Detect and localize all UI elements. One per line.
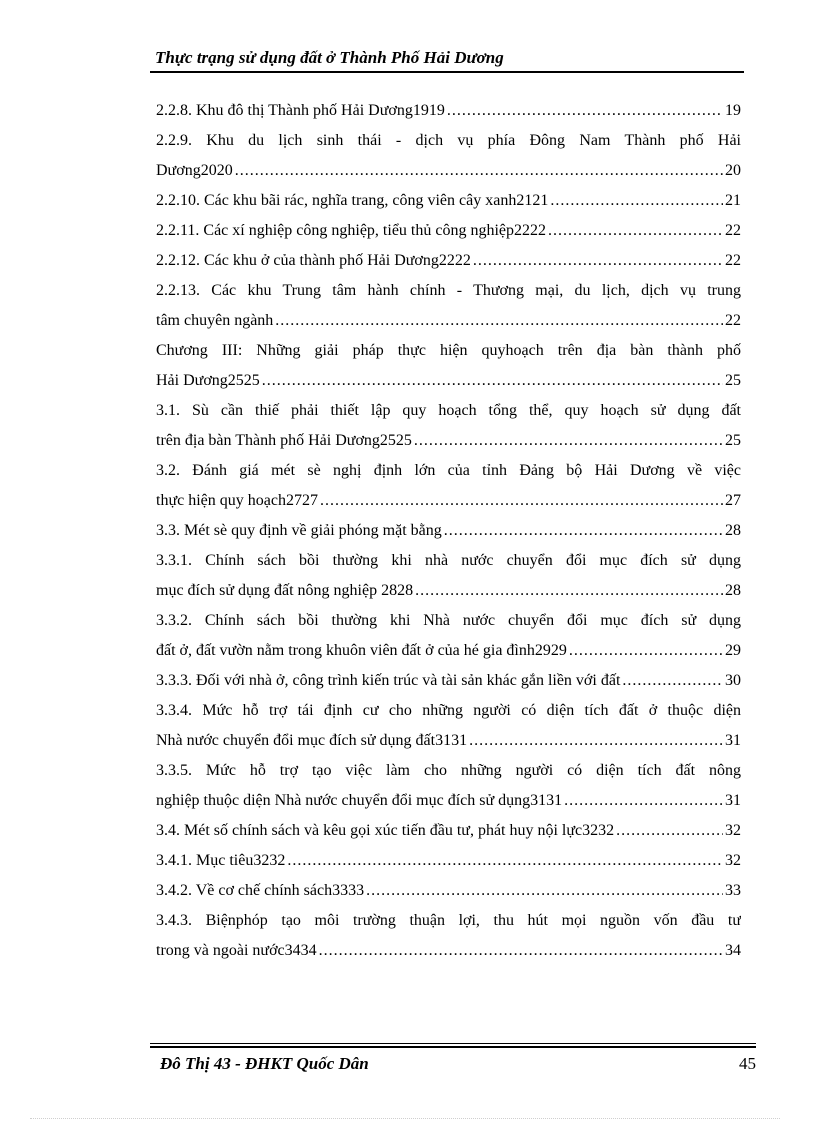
toc-entry-line [156, 396, 741, 426]
toc-entry-line [156, 426, 741, 456]
toc-leader-dots [262, 366, 723, 396]
toc-entry-text: 3.3.3. Đối với nhà ở, công trình kiến trúc và tài sản khác gắn liền với đất [156, 672, 621, 689]
toc-page-number: 30 [725, 672, 741, 689]
toc-leader-dots [366, 876, 723, 906]
toc-entry-text: 3.4. Mét số chính sách và kêu gọi xúc tiến đầu tư, phát huy nội lực3232 [156, 822, 615, 839]
toc-entry-text: 3.3.4. Mức hỗ trợ tái định cư cho những người có diện tích đất ở thuộc diện [156, 702, 741, 719]
toc-leader-dots [569, 636, 723, 666]
toc-page-number: 22 [725, 252, 741, 269]
toc-page-number: 32 [725, 852, 741, 869]
footer-rule-thick [150, 1046, 756, 1048]
toc-entry-text: 3.2. Đánh giá mét sè nghị định lớn của tỉnh Đảng bộ Hải Dương về việc [156, 462, 741, 479]
toc-page-number: 29 [725, 642, 741, 659]
toc-entry-line [156, 126, 741, 156]
toc-entry-text: thực hiện quy hoạch2727 [156, 492, 318, 509]
toc-entry-text: 2.2.10. Các khu bãi rác, nghĩa trang, công viên cây xanh2121 [156, 192, 549, 209]
toc-entry-line [156, 486, 741, 516]
footer-text: Đô Thị 43 - ĐHKT Quốc Dân [160, 1054, 369, 1073]
toc-leader-dots [275, 306, 723, 336]
toc-page-number: 28 [725, 522, 741, 539]
toc-entry-line [156, 246, 741, 276]
toc-leader-dots [447, 96, 723, 126]
toc-leader-dots [444, 516, 723, 546]
header-rule [150, 71, 744, 73]
toc-entry-line [156, 606, 741, 636]
toc-page-number: 31 [725, 732, 741, 749]
toc-entry-text: 2.2.8. Khu đô thị Thành phố Hải Dương1919 [156, 102, 445, 119]
toc-entry-text: 2.2.13. Các khu Trung tâm hành chính - Thương mại, du lịch, dịch vụ trung [156, 282, 741, 299]
toc-page-number: 21 [725, 192, 741, 209]
toc-page-number: 20 [725, 162, 741, 179]
toc-entry-text: trong và ngoài nước3434 [156, 942, 317, 959]
toc-entry-text: Hải Dương2525 [156, 372, 260, 389]
toc-page-number: 25 [725, 432, 741, 449]
toc-entry-line [156, 636, 741, 666]
toc-entry-text: 2.2.9. Khu du lịch sinh thái - dịch vụ phía Đông Nam Thành phố Hải [156, 132, 741, 149]
toc-entry-line [156, 936, 741, 966]
toc-leader-dots [319, 936, 723, 966]
toc-leader-dots [287, 846, 723, 876]
toc-entry-line [156, 186, 741, 216]
toc-leader-dots [622, 666, 723, 696]
toc-page-number: 32 [725, 822, 741, 839]
toc-entry-line [156, 336, 741, 366]
toc-entry-line [156, 576, 741, 606]
toc-entry-line [156, 846, 741, 876]
toc-entry-line [156, 756, 741, 786]
toc-page-number: 34 [725, 942, 741, 959]
toc-page-number: 28 [725, 582, 741, 599]
toc-entry-text: 3.3. Mét sè quy định về giải phóng mặt bằng [156, 522, 442, 539]
toc-page-number: 33 [725, 882, 741, 899]
toc-entry-text: 3.4.3. Biệnphóp tạo môi trường thuận lợi, thu hút mọi nguồn vốn đầu tư [156, 912, 741, 929]
page-number: 45 [739, 1054, 756, 1073]
toc-entry-line [156, 696, 741, 726]
footer-rule [150, 1043, 756, 1044]
toc-page-number: 19 [725, 102, 741, 119]
toc-leader-dots [414, 426, 723, 456]
toc-page-number: 22 [725, 222, 741, 239]
toc-entry-text: 3.4.1. Mục tiêu3232 [156, 852, 286, 869]
toc-leader-dots [473, 246, 723, 276]
toc-entry-text: Nhà nước chuyển đổi mục đích sử dụng đất3131 [156, 732, 468, 749]
running-header: Thực trạng sử dụng đất ở Thành Phố Hải Dương [155, 48, 504, 67]
toc-leader-dots [235, 156, 723, 186]
toc-entry-text: đất ở, đất vườn nằm trong khuôn viên đất ở của hé gia đình2929 [156, 642, 567, 659]
toc-entry-line [156, 366, 741, 396]
toc-entry-line [156, 216, 741, 246]
toc-entry-line [156, 816, 741, 846]
page-edge-dotted-rule [30, 1118, 780, 1119]
toc-leader-dots [415, 576, 723, 606]
toc-entry-text: 2.2.11. Các xí nghiệp công nghiệp, tiểu thủ công nghiệp2222 [156, 222, 547, 239]
toc-entry-text: Dương2020 [156, 162, 233, 179]
toc-entry-line [156, 906, 741, 936]
toc-entry-line [156, 666, 741, 696]
toc-entry-line [156, 276, 741, 306]
toc-entry-line [156, 456, 741, 486]
toc-entry-text: 3.3.2. Chính sách bồi thường khi Nhà nước chuyển đổi mục đích sử dụng [156, 612, 741, 629]
toc-leader-dots [550, 186, 723, 216]
toc-entry-line [156, 726, 741, 756]
toc-entry-line [156, 306, 741, 336]
toc-leader-dots [564, 786, 723, 816]
toc-entry-line [156, 546, 741, 576]
toc-leader-dots [616, 816, 723, 846]
table-of-contents [156, 96, 741, 966]
toc-entry-text: tâm chuyên ngành [156, 312, 274, 329]
toc-page-number: 22 [725, 312, 741, 329]
toc-entry-line [156, 156, 741, 186]
toc-leader-dots [469, 726, 723, 756]
toc-entry-text: Chương III: Những giải pháp thực hiện quyhoạch trên địa bàn thành phố [156, 342, 741, 359]
toc-page-number: 25 [725, 372, 741, 389]
toc-entry-line [156, 516, 741, 546]
toc-page-number: 27 [725, 492, 741, 509]
toc-leader-dots [320, 486, 723, 516]
toc-entry-text: mục đích sử dụng đất nông nghiệp 2828 [156, 582, 414, 599]
toc-entry-text: 3.3.1. Chính sách bồi thường khi nhà nước chuyển đổi mục đích sử dụng [156, 552, 741, 569]
toc-entry-text: 2.2.12. Các khu ở của thành phố Hải Dương2222 [156, 252, 471, 269]
toc-page-number: 31 [725, 792, 741, 809]
toc-entry-text: 3.1. Sù cần thiế phải thiết lập quy hoạch tổng thể, quy hoạch sử dụng đất [156, 402, 741, 419]
toc-entry-text: 3.4.2. Về cơ chế chính sách3333 [156, 882, 365, 899]
toc-entry-text: nghiệp thuộc diện Nhà nước chuyển đổi mục đích sử dụng3131 [156, 792, 563, 809]
toc-leader-dots [548, 216, 723, 246]
toc-entry-text: trên địa bàn Thành phố Hải Dương2525 [156, 432, 412, 449]
toc-entry-line [156, 876, 741, 906]
toc-entry-text: 3.3.5. Mức hỗ trợ tạo việc làm cho những người có diện tích đất nông [156, 762, 741, 779]
toc-entry-line [156, 786, 741, 816]
toc-entry-line [156, 96, 741, 126]
